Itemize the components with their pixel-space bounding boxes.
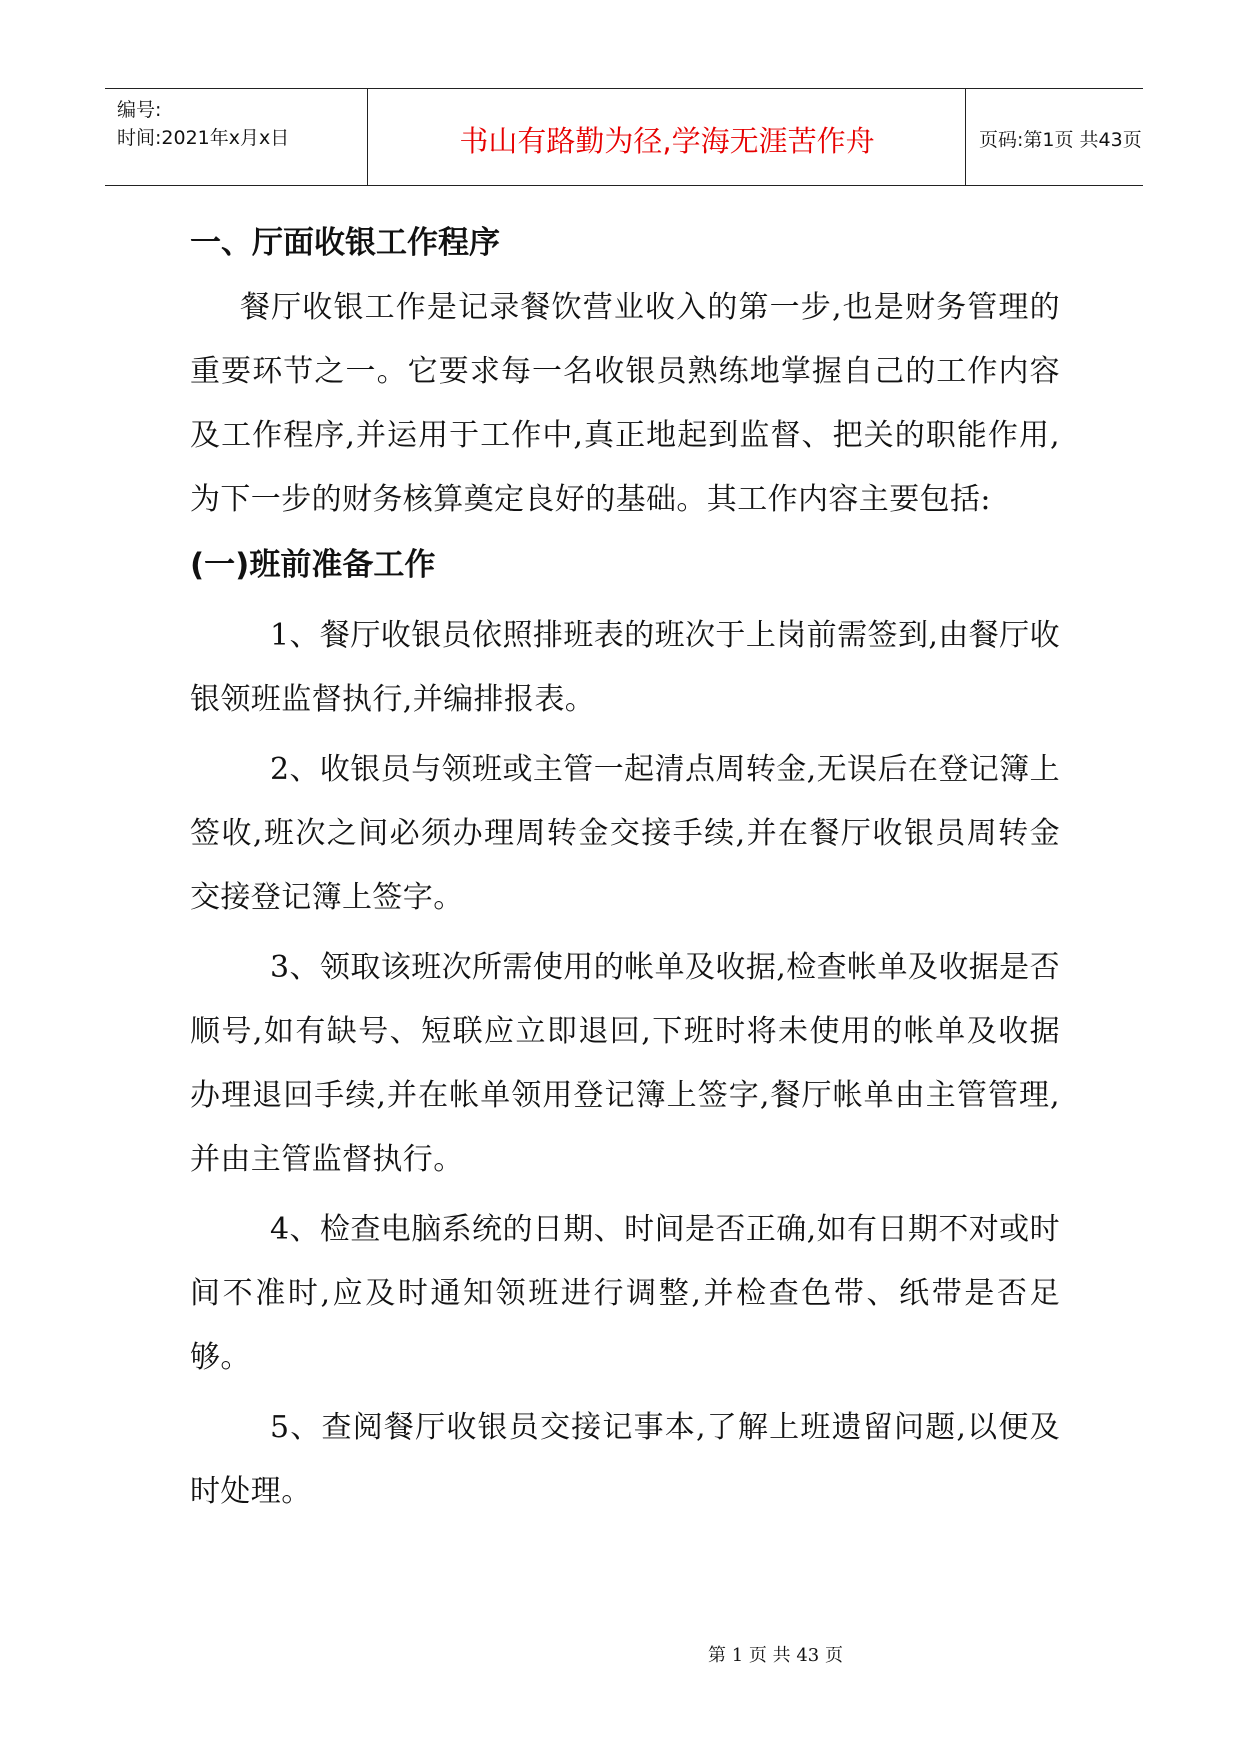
subsection-title: (一)班前准备工作: [190, 547, 436, 583]
header-meta-cell: [105, 89, 368, 185]
time-label: 时间:2021年x月x日: [117, 127, 290, 149]
document-header: [105, 88, 1143, 186]
list-item: 3、领取该班次所需使用的帐单及收据,检查帐单及收据是否顺号,如有缺号、短联应立即退回,下班时将未使用的帐单及收据办理退回手续,并在帐单领用登记簿上签字,餐厅帐单由主管管理,并由主管监督执行。: [190, 950, 1060, 1177]
document-body: [190, 210, 1060, 1530]
number-label: 编号:: [117, 99, 162, 121]
header-page-cell: [967, 89, 1143, 185]
header-motto-cell: [369, 89, 966, 185]
section-title: 一、厅面收银工作程序: [190, 225, 500, 261]
list-item: 2、收银员与领班或主管一起清点周转金,无误后在登记簿上签收,班次之间必须办理周转金交接手续,并在餐厅收银员周转金交接登记簿上签字。: [190, 752, 1060, 915]
motto-text: 书山有路勤为径,学海无涯苦作舟: [459, 124, 875, 158]
intro-paragraph: 餐厅收银工作是记录餐饮营业收入的第一步,也是财务管理的重要环节之一。它要求每一名收银员熟练地掌握自己的工作内容及工作程序,并运用于工作中,真正地起到监督、把关的职能作用,为下一步的财务核算奠定良好的基础。其工作内容主要包括:: [190, 290, 1060, 517]
page-footer: 第 1 页 共 43 页: [708, 1645, 843, 1666]
list-item: 1、餐厅收银员依照排班表的班次于上岗前需签到,由餐厅收银领班监督执行,并编排报表。: [190, 618, 1060, 717]
list-item: 5、查阅餐厅收银员交接记事本,了解上班遗留问题,以便及时处理。: [190, 1410, 1060, 1509]
list-item: 4、检查电脑系统的日期、时间是否正确,如有日期不对或时间不准时,应及时通知领班进行调整,并检查色带、纸带是否足够。: [190, 1212, 1060, 1375]
page-info: 页码:第1页 共43页: [979, 129, 1142, 151]
